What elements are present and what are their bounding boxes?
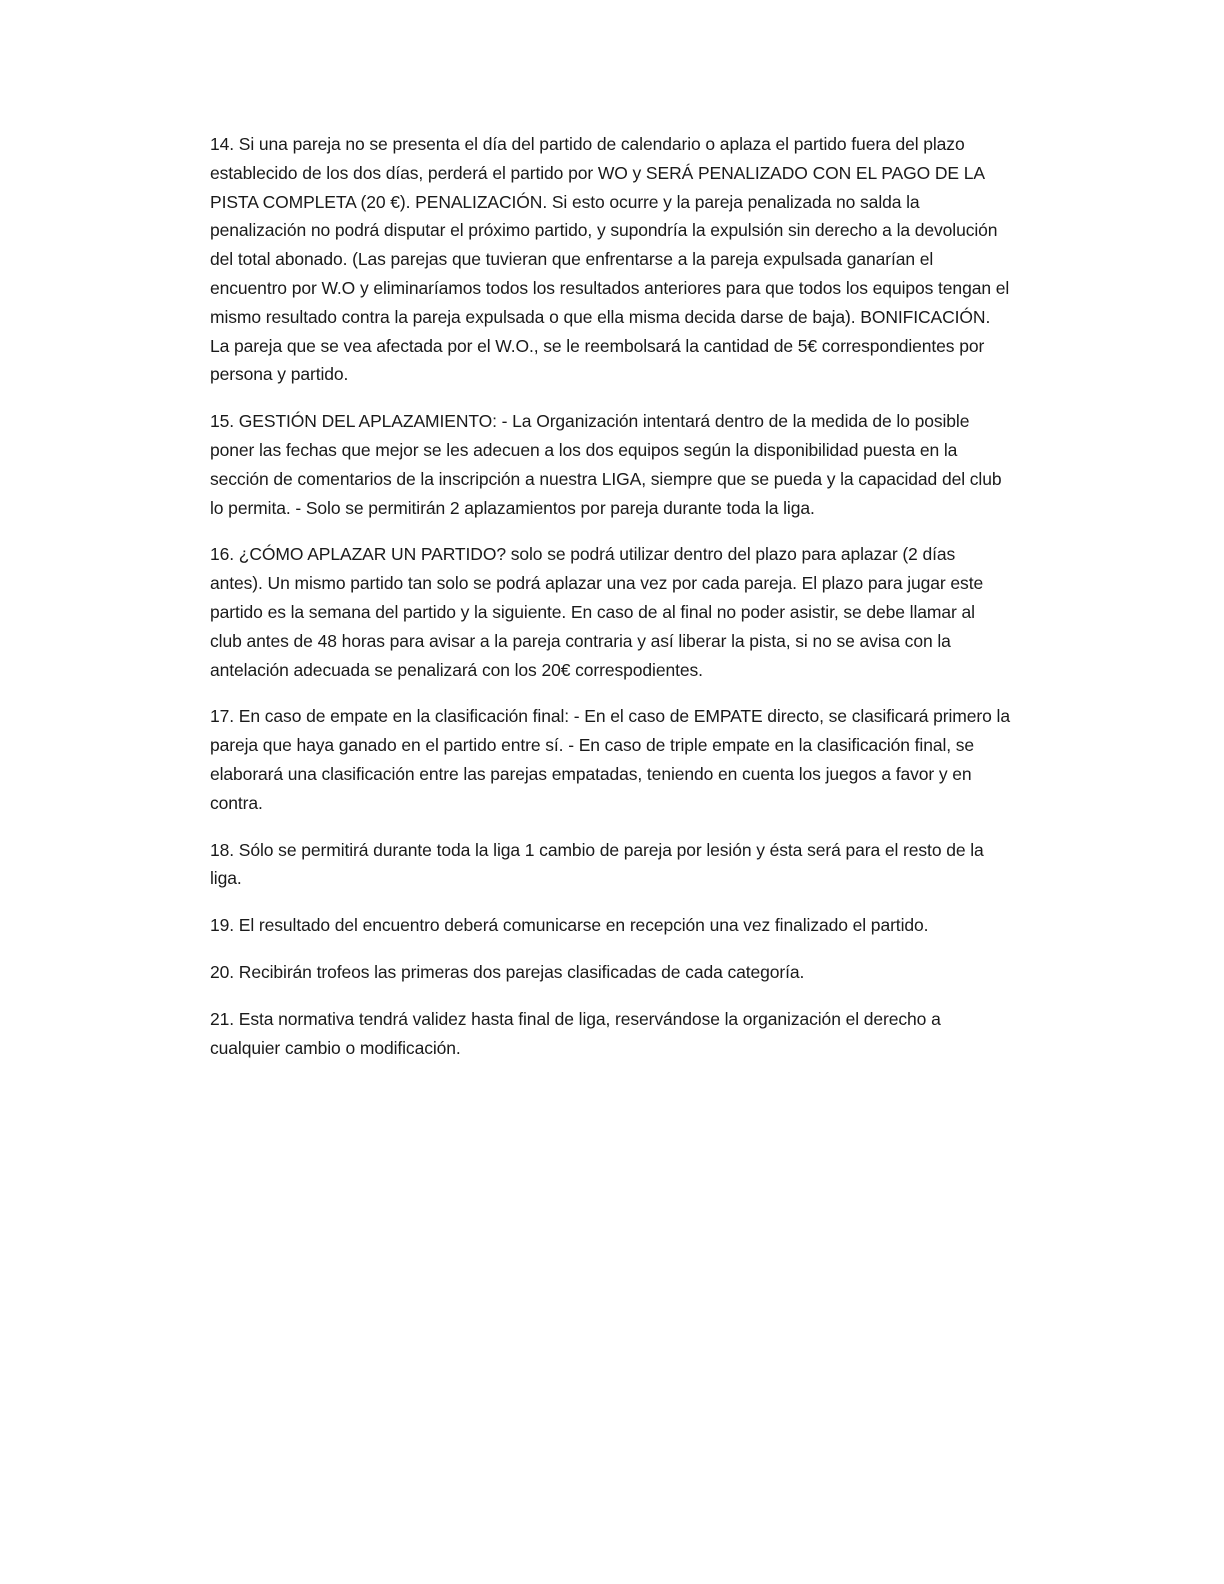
document-body	[210, 130, 1010, 1080]
rule-16-paragraph: 16. ¿CÓMO APLAZAR UN PARTIDO? solo se podrá utilizar dentro del plazo para aplazar (2 días antes). Un mismo partido tan solo se podrá aplazar una vez por cada pareja. El plazo para jugar este partido es la semana del partido y la siguiente. En caso de al final no poder asistir, se debe llamar al club antes de 48 horas para avisar a la pareja contraria y así liberar la pista, si no se avisa con la antelación adecuada se penalizará con los 20€ correspodientes.	[210, 544, 984, 680]
rule-15-paragraph: 15. GESTIÓN DEL APLAZAMIENTO: - La Organización intentará dentro de la medida de lo posible poner las fechas que mejor se les adecuen a los dos equipos según la disponibilidad puesta en la sección de comentarios de la inscripción a nuestra LIGA, siempre que se pueda y la capacidad del club lo permita. - Solo se permitirán 2 aplazamientos por pareja durante toda la liga.	[210, 411, 1002, 518]
rule-18-paragraph: 18. Sólo se permitirá durante toda la liga 1 cambio de pareja por lesión y ésta será para el resto de la liga.	[210, 839, 984, 889]
rule-19-paragraph: 19. El resultado del encuentro deberá comunicarse en recepción una vez finalizado el partido.	[210, 915, 929, 936]
rule-21-paragraph: 21. Esta normativa tendrá validez hasta final de liga, reservándose la organización el derecho a cualquier cambio o modificación.	[210, 1008, 941, 1058]
rule-14-paragraph: 14. Si una pareja no se presenta el día del partido de calendario o aplaza el partido fuera del plazo establecido de los dos días, perderá el partido por WO y SERÁ PENALIZADO CON EL PAGO DE LA PISTA COMPLETA (20 €). PENALIZACIÓN. Si esto ocurre y la pareja penalizada no salda la penalización no podrá disputar el próximo partido, y supondría la expulsión sin derecho a la devolución del total abonado. (Las parejas que tuvieran que enfrentarse a la pareja expulsada ganarían el encuentro por W.O y eliminaríamos todos los resultados anteriores para que todos los equipos tengan el mismo resultado contra la pareja expulsada o que ella misma decida darse de baja). BONIFICACIÓN. La pareja que se vea afectada por el W.O., se le reembolsará la cantidad de 5€ correspondientes por persona y partido.	[210, 134, 1010, 385]
rule-17-paragraph: 17. En caso de empate en la clasificación final: - En el caso de EMPATE directo, se clasificará primero la pareja que haya ganado en el partido entre sí. - En caso de triple empate en la clasificación final, se elaborará una clasificación entre las parejas empatadas, teniendo en cuenta los juegos a favor y en contra.	[210, 706, 1010, 813]
rule-20-paragraph: 20. Recibirán trofeos las primeras dos parejas clasificadas de cada categoría.	[210, 961, 805, 982]
